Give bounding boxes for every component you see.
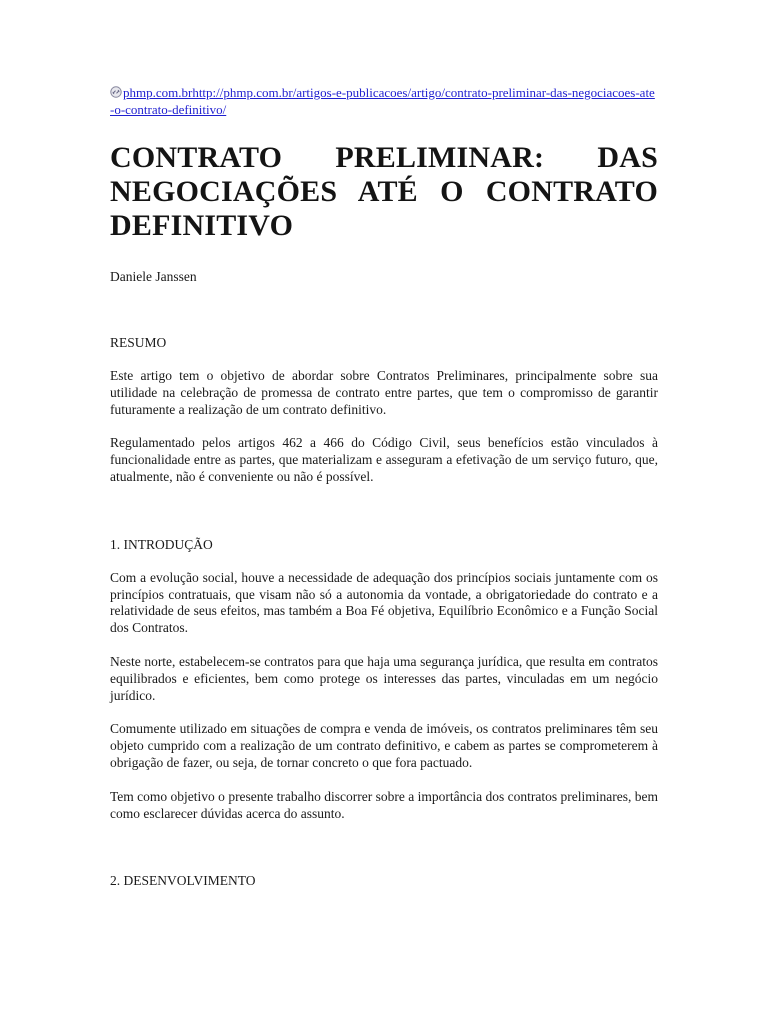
document-page <box>110 84 658 889</box>
source-link[interactable]: phmp.com.brhttp://phmp.com.br/artigos-e-publicacoes/artigo/contrato-preliminar-das-negociacoes-ate-o-contrato-definitivo/ <box>110 85 655 117</box>
paragraph: Este artigo tem o objetivo de abordar sobre Contratos Preliminares, principalmente sobre sua utilidade na celebração de promessa de contrato entre partes, que tem o compromisso de garantir futuramente a realização de um contrato definitivo. <box>110 368 658 417</box>
source-link-line <box>110 84 658 118</box>
link-icon <box>110 85 122 97</box>
paragraph: Comumente utilizado em situações de compra e venda de imóveis, os contratos preliminares têm seu objeto cumprido com a realização de um contrato definitivo, e cabem as partes se comprometerem à obrigação de fazer, ou seja, de tornar concreto o que fora pactuado. <box>110 721 658 770</box>
paragraph: Com a evolução social, houve a necessidade de adequação dos princípios sociais juntamente com os princípios contratuais, que visam não só a autonomia da vontade, a obrigatoriedade do contrato e a relatividade de seus efeitos, mas também a Boa Fé objetiva, Equilíbrio Econômico e a Função Social dos Contratos. <box>110 569 658 636</box>
paragraph: Tem como objetivo o presente trabalho discorrer sobre a importância dos contratos preliminares, bem como esclarecer dúvidas acerca do assunto. <box>110 788 658 821</box>
author-name: Daniele Janssen <box>110 269 197 284</box>
document-title: CONTRATO PRELIMINAR: DAS NEGOCIAÇÕES ATÉ O CONTRATO DEFINITIVO <box>110 141 658 242</box>
paragraph: Neste norte, estabelecem-se contratos para que haja uma segurança jurídica, que resulta em contratos equilibrados e eficientes, bem como protege os interesses das partes, vinculadas em um negócio jurídico. <box>110 653 658 703</box>
section-heading-resumo: RESUMO <box>110 335 167 350</box>
section-heading-introducao: 1. INTRODUÇÃO <box>110 536 213 552</box>
section-heading-desenvolvimento: 2. DESENVOLVIMENTO <box>110 873 256 889</box>
paragraph: Regulamentado pelos artigos 462 a 466 do Código Civil, seus benefícios estão vinculados à funcionalidade entre as partes, que materializam e asseguram a efetivação de um serviço futuro, que, atualmente, não é conveniente ou não é possível. <box>110 435 658 484</box>
